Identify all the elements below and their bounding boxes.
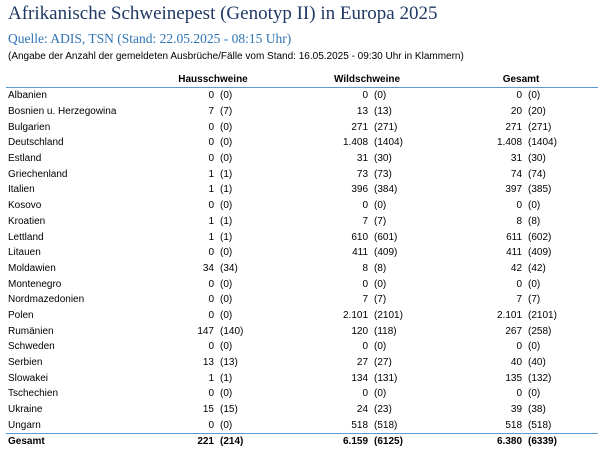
gesamt-previous: (20) — [528, 106, 546, 118]
gesamt-previous: (2101) — [528, 309, 557, 321]
wildschweine-value: 120 — [351, 325, 369, 337]
hausschweine-previous: (0) — [220, 294, 233, 306]
country-cell: Italien — [8, 184, 35, 196]
wildschweine-value: 0 — [362, 388, 369, 400]
gesamt-value: 7 — [516, 294, 523, 306]
gesamt-value: 20 — [510, 106, 523, 118]
hausschweine-previous: (1) — [220, 168, 233, 180]
table-row — [6, 151, 598, 167]
table-row — [6, 339, 598, 355]
country-cell: Ukraine — [8, 404, 43, 416]
gesamt-previous: (38) — [528, 404, 546, 416]
hausschweine-value: 0 — [208, 309, 214, 321]
hausschweine-previous: (0) — [220, 341, 233, 353]
gesamt-previous: (0) — [528, 200, 541, 212]
wildschweine-value: 2.101 — [342, 309, 369, 321]
wildschweine-previous: (384) — [374, 184, 398, 196]
hausschweine-value: 0 — [208, 341, 214, 353]
asf-table — [6, 72, 598, 450]
table-row — [6, 88, 598, 104]
hausschweine-previous: (214) — [218, 434, 290, 450]
table-row — [6, 214, 598, 230]
hausschweine-value: 7 — [208, 106, 214, 118]
wildschweine-value: 27 — [356, 357, 369, 369]
wildschweine-value: 0 — [362, 90, 369, 102]
wildschweine-previous: (518) — [374, 419, 398, 431]
wildschweine-value: 271 — [351, 121, 369, 133]
table-row — [6, 245, 598, 261]
wildschweine-value: 0 — [362, 341, 369, 353]
wildschweine-value: 1.408 — [342, 137, 369, 149]
wildschweine-value: 411 — [352, 247, 369, 259]
wildschweine-previous: (271) — [374, 121, 398, 133]
wildschweine-previous: (7) — [374, 215, 387, 227]
table-row — [6, 402, 598, 418]
gesamt-value: 39 — [510, 404, 523, 416]
gesamt-value: 611 — [506, 231, 523, 243]
gesamt-previous: (30) — [528, 153, 546, 165]
hausschweine-value: 13 — [202, 357, 214, 369]
country-cell: Schweden — [8, 341, 55, 353]
table-row — [6, 135, 598, 151]
table-row — [6, 261, 598, 277]
hausschweine-previous: (0) — [220, 388, 233, 400]
wildschweine-previous: (8) — [374, 262, 387, 274]
table-row — [6, 166, 598, 182]
table-row — [6, 323, 598, 339]
wildschweine-value: 31 — [356, 153, 369, 165]
wildschweine-previous: (23) — [374, 404, 392, 416]
hausschweine-previous: (0) — [220, 121, 233, 133]
hausschweine-previous: (1) — [220, 231, 233, 243]
wildschweine-value: 396 — [351, 184, 369, 196]
gesamt-previous: (132) — [528, 372, 552, 384]
hausschweine-value: 147 — [197, 325, 214, 337]
hausschweine-value: 0 — [208, 278, 214, 290]
hausschweine-value: 0 — [208, 419, 214, 431]
gesamt-previous: (271) — [528, 121, 552, 133]
country-cell: Slowakei — [8, 372, 49, 384]
gesamt-value: 135 — [505, 372, 523, 384]
country-cell: Litauen — [8, 247, 41, 259]
wildschweine-value: 134 — [351, 372, 369, 384]
hausschweine-value: 34 — [202, 262, 214, 274]
wildschweine-previous: (2101) — [374, 309, 403, 321]
table-row — [6, 276, 598, 292]
table-row — [6, 229, 598, 245]
gesamt-value: 74 — [510, 168, 523, 180]
gesamt-value: 518 — [505, 419, 523, 431]
gesamt-value: 1.408 — [497, 137, 523, 149]
gesamt-previous: (8) — [528, 215, 541, 227]
hausschweine-value: 221 — [136, 434, 218, 450]
wildschweine-previous: (0) — [374, 278, 387, 290]
country-cell: Rumänien — [8, 325, 54, 337]
hausschweine-value: 1 — [208, 215, 214, 227]
country-cell: Moldawien — [8, 262, 56, 274]
table-row — [6, 355, 598, 371]
wildschweine-value: 0 — [362, 200, 369, 212]
country-cell: Polen — [8, 309, 34, 321]
wildschweine-previous: (0) — [374, 90, 387, 102]
hausschweine-previous: (15) — [220, 404, 238, 416]
wildschweine-previous: (1404) — [374, 137, 403, 149]
hausschweine-value: 1 — [208, 231, 214, 243]
wildschweine-previous: (27) — [374, 357, 392, 369]
table-row — [6, 417, 598, 433]
hausschweine-previous: (13) — [220, 357, 238, 369]
gesamt-previous: (258) — [528, 325, 552, 337]
gesamt-value: 42 — [510, 262, 523, 274]
hausschweine-value: 0 — [208, 121, 214, 133]
hausschweine-previous: (7) — [220, 106, 233, 118]
page-title: Afrikanische Schweinepest (Genotyp II) in Europa 2025 — [8, 3, 438, 24]
wildschweine-value: 0 — [362, 278, 369, 290]
hausschweine-previous: (1) — [220, 215, 233, 227]
wildschweine-value: 8 — [362, 262, 369, 274]
table-row — [6, 386, 598, 402]
hausschweine-value: 0 — [208, 153, 214, 165]
country-cell: Estland — [8, 153, 42, 165]
country-cell: Nordmazedonien — [8, 294, 85, 306]
gesamt-previous: (602) — [528, 231, 552, 243]
header-hausschweine: Hausschweine — [136, 72, 290, 88]
wildschweine-previous: (7) — [374, 294, 387, 306]
gesamt-value: 2.101 — [497, 309, 523, 321]
table-row — [6, 308, 598, 324]
gesamt-previous: (0) — [528, 90, 541, 102]
country-cell: Lettland — [8, 231, 44, 243]
wildschweine-previous: (601) — [374, 231, 398, 243]
country-cell: Montenegro — [8, 278, 62, 290]
country-cell: Tschechien — [8, 388, 59, 400]
country-cell: Deutschland — [8, 137, 64, 149]
gesamt-previous: (7) — [528, 294, 541, 306]
table-row — [6, 119, 598, 135]
wildschweine-previous: (13) — [374, 106, 392, 118]
country-cell: Ungarn — [8, 419, 41, 431]
hausschweine-value: 15 — [202, 404, 214, 416]
hausschweine-previous: (140) — [220, 325, 244, 337]
table-row — [6, 370, 598, 386]
country-cell: Griechenland — [8, 168, 68, 180]
hausschweine-previous: (0) — [220, 278, 233, 290]
gesamt-value: 271 — [505, 121, 523, 133]
table-row — [6, 292, 598, 308]
gesamt-value: 40 — [510, 357, 523, 369]
hausschweine-value: 0 — [208, 247, 214, 259]
country-cell: Albanien — [8, 90, 47, 102]
hausschweine-value: 1 — [208, 168, 214, 180]
country-cell: Serbien — [8, 357, 43, 369]
wildschweine-value: 24 — [356, 404, 369, 416]
gesamt-value: 0 — [516, 388, 523, 400]
hausschweine-value: 0 — [208, 90, 214, 102]
wildschweine-previous: (73) — [374, 168, 392, 180]
header-row — [6, 72, 598, 88]
wildschweine-previous: (131) — [374, 372, 398, 384]
hausschweine-previous: (0) — [220, 247, 233, 259]
wildschweine-previous: (118) — [374, 325, 397, 337]
total-row — [6, 434, 598, 450]
hausschweine-value: 1 — [208, 372, 214, 384]
hausschweine-previous: (0) — [220, 90, 233, 102]
hausschweine-value: 1 — [208, 184, 214, 196]
hausschweine-previous: (1) — [220, 372, 233, 384]
hausschweine-previous: (0) — [220, 309, 233, 321]
table-row — [6, 104, 598, 120]
wildschweine-value: 7 — [362, 294, 369, 306]
note-line: (Angabe der Anzahl der gemeldeten Ausbrüche/Fälle vom Stand: 16.05.2025 - 09:30 Uhr in Klammern) — [8, 51, 464, 62]
country-cell: Kroatien — [8, 215, 46, 227]
gesamt-previous: (0) — [528, 388, 541, 400]
gesamt-value: 397 — [505, 184, 523, 196]
wildschweine-previous: (0) — [374, 341, 387, 353]
hausschweine-value: 0 — [208, 200, 214, 212]
hausschweine-previous: (1) — [220, 184, 233, 196]
country-cell: Bulgarien — [8, 121, 51, 133]
gesamt-previous: (6339) — [526, 434, 598, 450]
hausschweine-previous: (0) — [220, 419, 233, 431]
wildschweine-previous: (0) — [374, 388, 387, 400]
country-cell: Bosnien u. Herzegowina — [8, 106, 117, 118]
wildschweine-previous: (6125) — [372, 434, 444, 450]
gesamt-value: 31 — [510, 153, 523, 165]
table-row — [6, 198, 598, 214]
hausschweine-previous: (0) — [220, 200, 233, 212]
gesamt-value: 0 — [516, 200, 523, 212]
hausschweine-previous: (0) — [220, 153, 233, 165]
wildschweine-value: 13 — [356, 106, 369, 118]
hausschweine-previous: (0) — [220, 137, 233, 149]
gesamt-previous: (40) — [528, 357, 546, 369]
wildschweine-previous: (30) — [374, 153, 392, 165]
country-cell: Kosovo — [8, 200, 42, 212]
gesamt-previous: (74) — [528, 168, 546, 180]
hausschweine-previous: (34) — [220, 262, 238, 274]
gesamt-previous: (409) — [528, 247, 552, 259]
gesamt-previous: (385) — [528, 184, 552, 196]
gesamt-previous: (0) — [528, 278, 541, 290]
gesamt-value: 8 — [516, 215, 523, 227]
gesamt-value: 6.380 — [444, 434, 526, 450]
wildschweine-value: 518 — [351, 419, 369, 431]
gesamt-previous: (0) — [528, 341, 541, 353]
gesamt-previous: (518) — [528, 419, 552, 431]
gesamt-value: 411 — [506, 247, 523, 259]
gesamt-value: 0 — [516, 341, 523, 353]
source-line: Quelle: ADIS, TSN (Stand: 22.05.2025 - 08:15 Uhr) — [8, 31, 292, 46]
gesamt-value: 267 — [505, 325, 523, 337]
header-wildschweine: Wildschweine — [290, 72, 444, 88]
table-row — [6, 182, 598, 198]
hausschweine-value: 0 — [208, 137, 214, 149]
hausschweine-value: 0 — [208, 294, 214, 306]
wildschweine-value: 610 — [351, 231, 369, 243]
hausschweine-value: 0 — [208, 388, 214, 400]
wildschweine-value: 7 — [362, 215, 369, 227]
gesamt-previous: (42) — [528, 262, 546, 274]
country-cell: Gesamt — [6, 434, 136, 450]
wildschweine-previous: (409) — [374, 247, 398, 259]
wildschweine-previous: (0) — [374, 200, 387, 212]
header-gesamt: Gesamt — [444, 72, 598, 88]
wildschweine-value: 73 — [356, 168, 369, 180]
gesamt-value: 0 — [516, 90, 523, 102]
gesamt-value: 0 — [516, 278, 523, 290]
header-country — [6, 72, 136, 88]
wildschweine-value: 6.159 — [290, 434, 372, 450]
gesamt-previous: (1404) — [528, 137, 557, 149]
